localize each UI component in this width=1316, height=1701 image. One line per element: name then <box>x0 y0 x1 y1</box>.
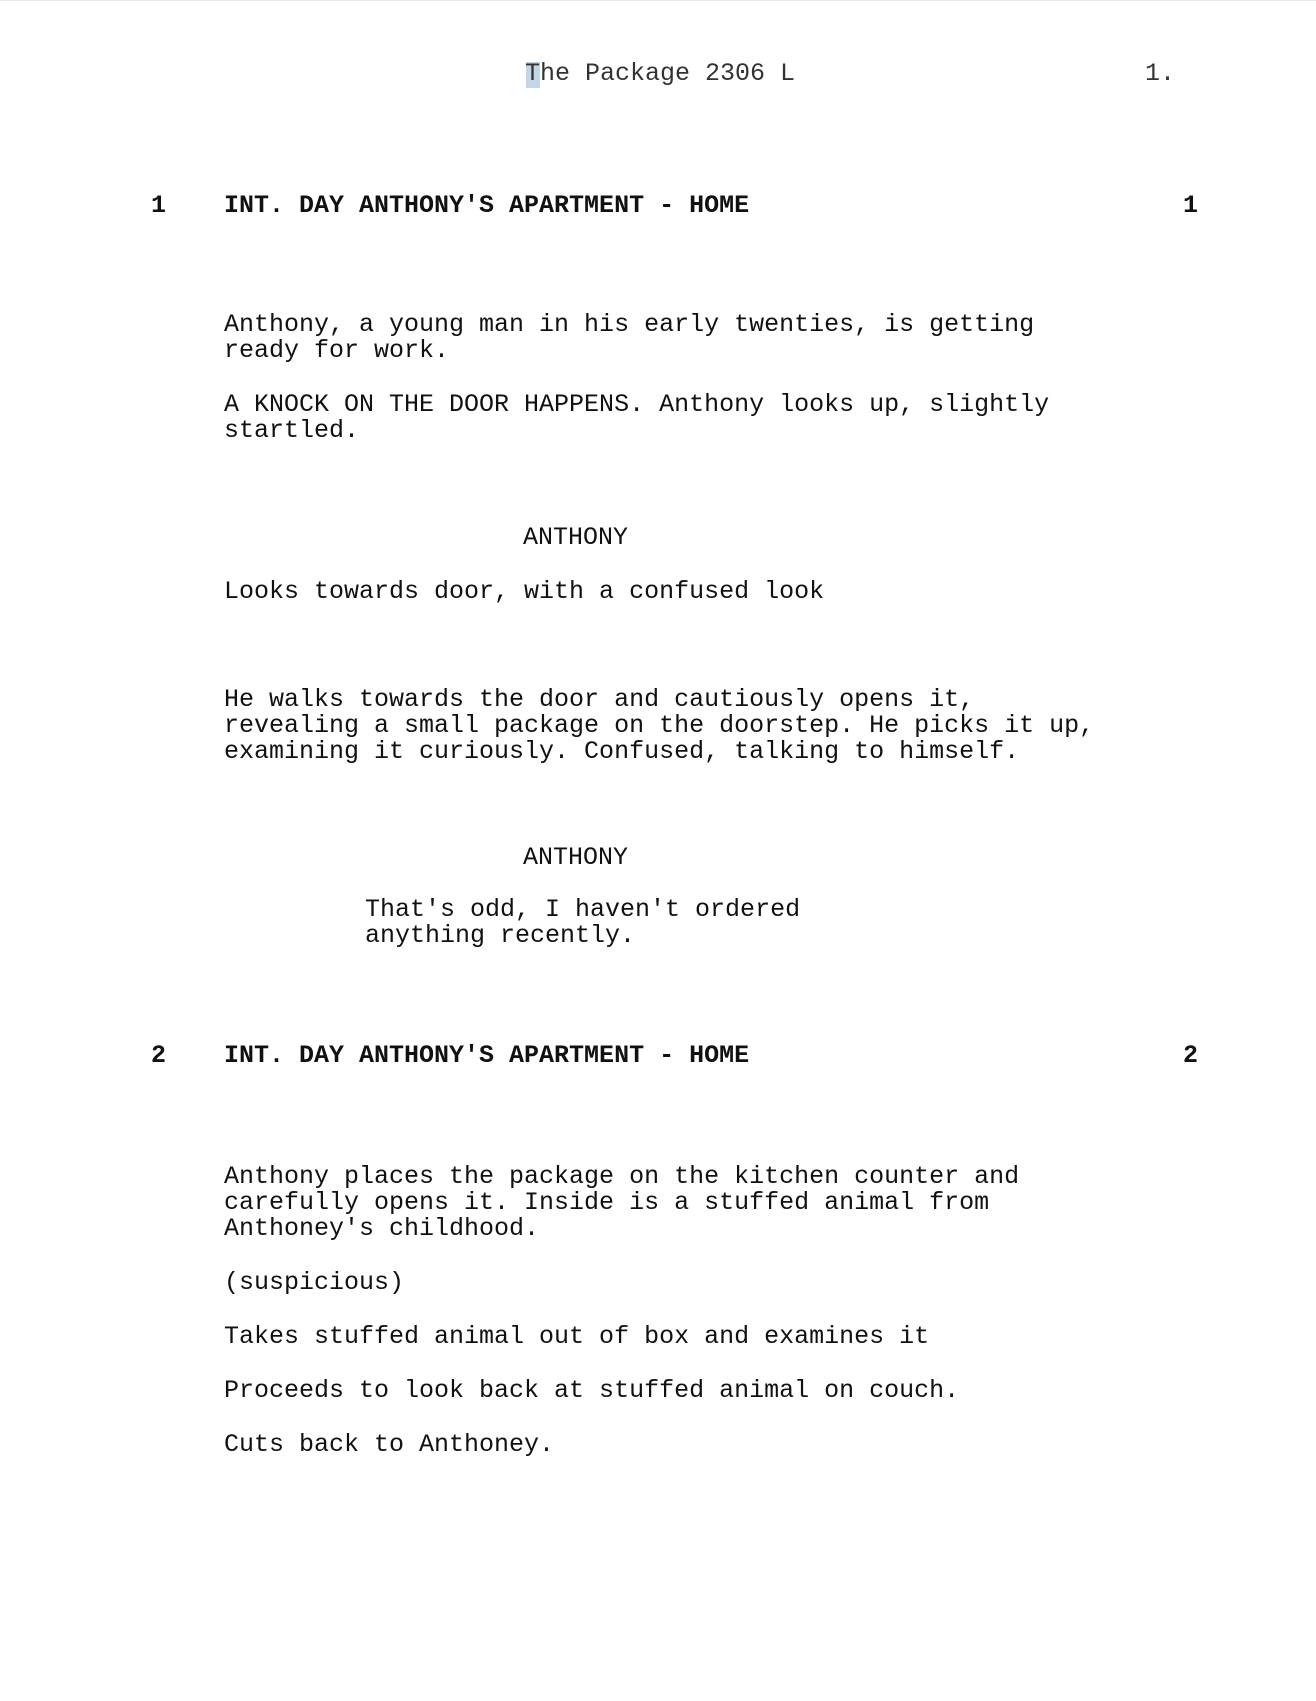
action-line: Takes stuffed animal out of box and examines it <box>224 1322 930 1351</box>
action-line: He walks towards the door and cautiously opens it, revealing a small package on the doorstep. He picks it up, examining it curiously. Confused, talking to himself. <box>224 685 1095 766</box>
scene-number-right: 2 <box>1183 1041 1199 1070</box>
action-line: Cuts back to Anthoney. <box>224 1430 555 1459</box>
action-line: Anthony, a young man in his early twenties, is getting ready for work. <box>224 310 1035 365</box>
page-number: 1. <box>1145 59 1176 88</box>
character-name: ANTHONY <box>523 843 629 872</box>
action-line: Looks towards door, with a confused look <box>224 577 825 606</box>
action-line: Anthony places the package on the kitchen counter and carefully opens it. Inside is a stuffed animal from Anthoney's childhood. <box>224 1162 1020 1243</box>
scene-heading: INT. DAY ANTHONY'S APARTMENT - HOME <box>224 1041 750 1070</box>
action-line: Proceeds to look back at stuffed animal on couch. <box>224 1376 960 1405</box>
action-line: A KNOCK ON THE DOOR HAPPENS. Anthony looks up, slightly startled. <box>224 390 1050 445</box>
scene-number-left: 2 <box>151 1041 167 1070</box>
dialogue-line: That's odd, I haven't ordered anything recently. <box>365 895 801 950</box>
scene-heading: INT. DAY ANTHONY'S APARTMENT - HOME <box>224 191 750 220</box>
parenthetical: (suspicious) <box>224 1268 405 1297</box>
page-header-title: The Package 2306 L <box>525 59 796 88</box>
character-name: ANTHONY <box>523 523 629 552</box>
scene-number-left: 1 <box>151 191 167 220</box>
scene-number-right: 1 <box>1183 191 1199 220</box>
